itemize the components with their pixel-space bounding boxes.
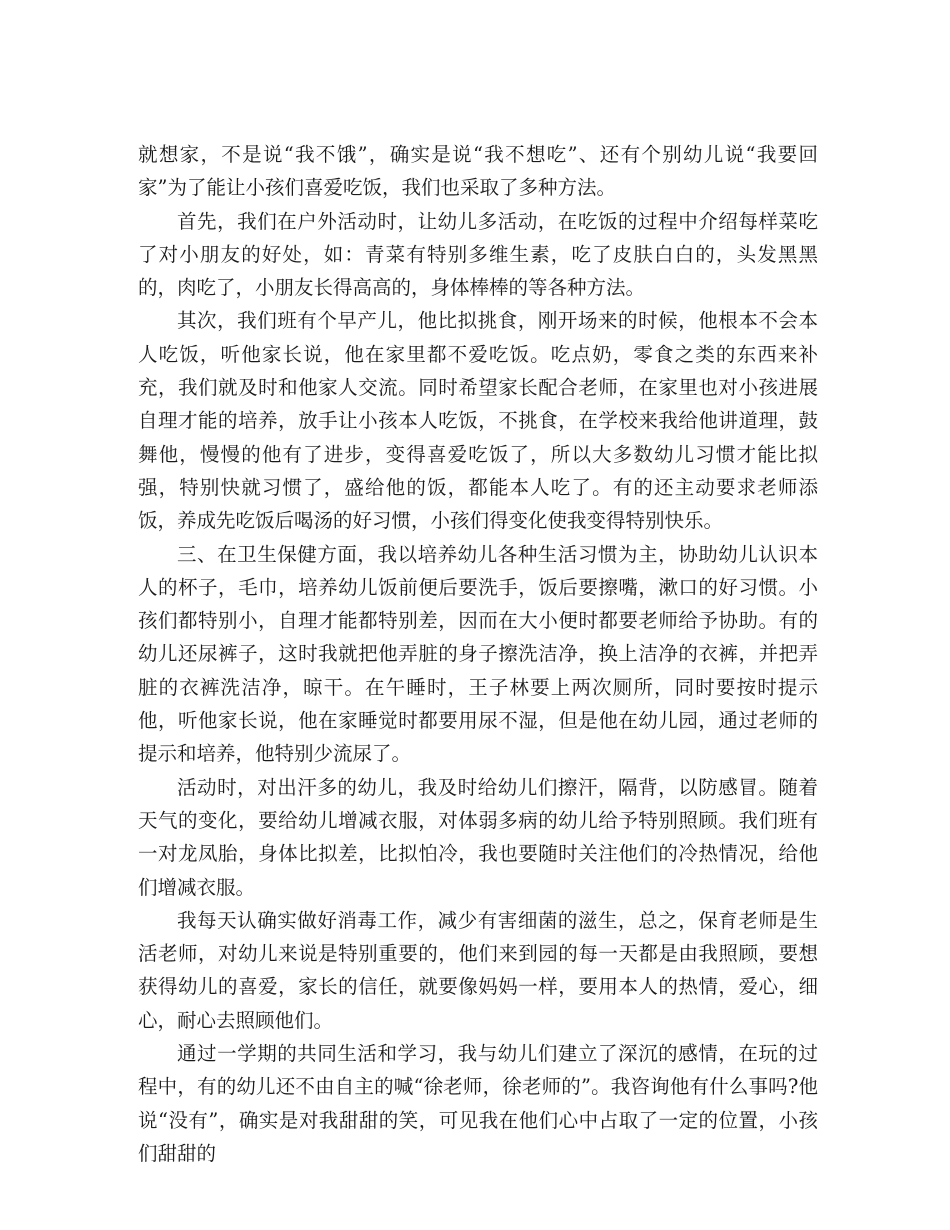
paragraph-3: 其次，我们班有个早产儿，他比拟挑食，刚开场来的时候，他根本不会本人吃饭，听他家长说，他在家里都不爱吃饭。吃点奶，零食之类的东西来补充，我们就及时和他家人交流。同时希望家长配合老师，在家里也对小孩进展自理才能的培养，放手让小孩本人吃饭，不挑食，在学校来我给他讲道理，鼓舞他，慢慢的他有了进步，变得喜爱吃饭了，所以大多数幼儿习惯才能比拟强，特别快就习惯了，盛给他的饭，都能本人吃了。有的还主动要求老师添饭，养成先吃饭后喝汤的好习惯，小孩们得变化使我变得特别快乐。 [138,309,818,533]
paragraph-2: 首先，我们在户外活动时，让幼儿多活动，在吃饭的过程中介绍每样菜吃了对小朋友的好处，如：青菜有特别多维生素，吃了皮肤白白的，头发黑黑的，肉吃了，小朋友长得高高的，身体棒棒的等各种方法。 [138,209,818,300]
document-body [138,138,818,1170]
paragraph-7: 通过一学期的共同生活和学习，我与幼儿们建立了深沉的感情，在玩的过程中，有的幼儿还不由自主的喊“徐老师，徐老师的”。我咨询他有什么事吗?他说“没有”，确实是对我甜甜的笑，可见我在他们心中占取了一定的位置，小孩们甜甜的 [138,1042,818,1165]
paragraph-5: 活动时，对出汗多的幼儿，我及时给幼儿们擦汗，隔背，以防感冒。随着天气的变化，要给幼儿增减衣服，对体弱多病的幼儿给予特别照顾。我们班有一对龙凤胎，身体比拟差，比拟怕冷，我也要随时关注他们的冷热情况，给他们增减衣服。 [138,775,818,899]
paragraph-1: 就想家，不是说“我不饿”，确实是说“我不想吃”、还有个别幼儿说“我要回家”为了能让小孩们喜爱吃饭，我们也采取了多种方法。 [138,143,818,200]
paragraph-6: 我每天认确实做好消毒工作，减少有害细菌的滋生，总之，保育老师是生活老师，对幼儿来说是特别重要的，他们来到园的每一天都是由我照顾，要想获得幼儿的喜爱，家长的信任，就要像妈妈一样，要用本人的热情，爱心，细心，耐心去照顾他们。 [138,908,818,1032]
paragraph-4: 三、在卫生保健方面，我以培养幼儿各种生活习惯为主，协助幼儿认识本人的杯子，毛巾，培养幼儿饭前便后要洗手，饭后要擦嘴，漱口的好习惯。小孩们都特别小，自理才能都特别差，因而在大小便时都要老师给予协助。有的幼儿还尿裤子，这时我就把他弄脏的身子擦洗洁净，换上洁净的衣裤，并把弄脏的衣裤洗洁净，晾干。在午睡时，王子林要上两次厕所，同时要按时提示他，听他家长说，他在家睡觉时都要用尿不湿，但是他在幼儿园，通过老师的提示和培养，他特别少流尿了。 [138,542,818,766]
